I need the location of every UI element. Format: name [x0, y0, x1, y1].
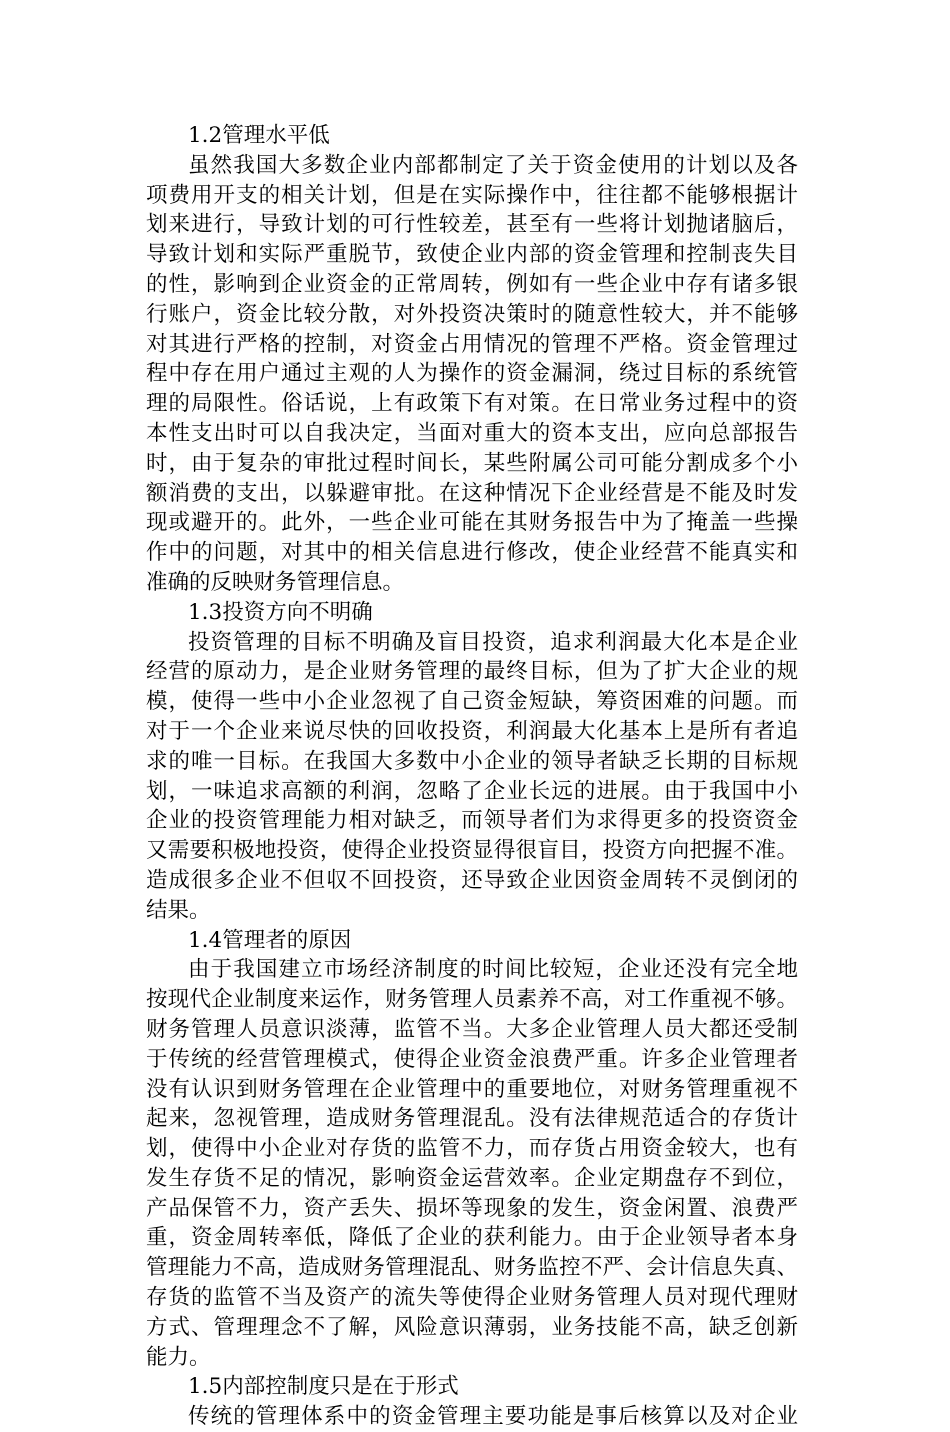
paragraph-line: 现或避开的。此外，一些企业可能在其财务报告中为了掩盖一些操: [146, 510, 798, 536]
paragraph-line: 导致计划和实际严重脱节，致使企业内部的资金管理和控制丧失目: [146, 242, 798, 268]
paragraph-line: 财务管理人员意识淡薄，监管不当。大多企业管理人员大都还受制: [146, 1016, 798, 1042]
paragraph-line: 又需要积极地投资，使得企业投资显得很盲目，投资方向把握不准。: [146, 838, 798, 864]
paragraph-line: 重，资金周转率低，降低了企业的获利能力。由于企业领导者本身: [146, 1225, 798, 1251]
paragraph-line: 本性支出时可以自我决定，当面对重大的资本支出，应向总部报告: [146, 420, 798, 446]
paragraph-line: 没有认识到财务管理在企业管理中的重要地位，对财务管理重视不: [146, 1076, 798, 1102]
paragraph-line: 企业的投资管理能力相对缺乏，而领导者们为求得更多的投资资金: [146, 808, 798, 834]
paragraph-line: 划来进行，导致计划的可行性较差，甚至有一些将计划抛诸脑后，: [146, 212, 798, 238]
paragraph-line: 对其进行严格的控制，对资金占用情况的管理不严格。资金管理过: [146, 331, 798, 357]
paragraph-line: 起来，忽视管理，造成财务管理混乱。没有法律规范适合的存货计: [146, 1106, 798, 1132]
paragraph-line: 传统的管理体系中的资金管理主要功能是事后核算以及对企业: [188, 1404, 798, 1430]
paragraph-line: 于传统的经营管理模式，使得企业资金浪费严重。许多企业管理者: [146, 1046, 798, 1072]
paragraph-line: 程中存在用户通过主观的人为操作的资金漏洞，绕过目标的系统管: [146, 361, 798, 387]
paragraph-line: 理的局限性。俗话说，上有政策下有对策。在日常业务过程中的资: [146, 391, 798, 417]
paragraph-line: 的性，影响到企业资金的正常周转，例如有一些企业中存有诸多银: [146, 271, 798, 297]
paragraph-line: 时，由于复杂的审批过程时间长，某些附属公司可能分割成多个小: [146, 450, 798, 476]
paragraph-line: 项费用开支的相关计划，但是在实际操作中，往往都不能够根据计: [146, 182, 798, 208]
paragraph-line: 存货的监管不当及资产的流失等使得企业财务管理人员对现代理财: [146, 1285, 798, 1311]
paragraph-line: 造成很多企业不但収不回投资，还导致企业因资金周转不灵倒闭的: [146, 867, 798, 893]
section-heading: 1.4管理者的原因: [188, 927, 352, 953]
paragraph-line: 划，一味追求高额的利润，忽略了企业长远的进展。由于我国中小: [146, 778, 798, 804]
paragraph-line: 模，使得一些中小企业忽视了自己资金短缺，筹资困难的问题。而: [146, 689, 798, 715]
section-heading: 1.2管理水平低: [188, 123, 330, 148]
paragraph-line: 经营的原动力，是企业财务管理的最终目标，但为了扩大企业的规: [146, 659, 798, 685]
document-body: [146, 121, 798, 1432]
paragraph-line: 结果。: [146, 897, 211, 923]
paragraph-line: 额消费的支出，以躲避审批。在这种情况下企业经营是不能及时发: [146, 480, 798, 506]
section-1-4: [146, 926, 798, 1373]
paragraph-line: 发生存货不足的情况，影响资金运营效率。企业定期盘存不到位，: [146, 1165, 798, 1191]
paragraph-line: 按现代企业制度来运作，财务管理人员素养不高，对工作重视不够。: [146, 987, 798, 1013]
section-1-2: [146, 121, 798, 598]
paragraph-line: 准确的反映财务管理信息。: [146, 569, 405, 595]
paragraph-line: 作中的问题，对其中的相关信息进行修改，使企业经营不能真实和: [146, 540, 798, 566]
section-heading: 1.3投资方向不明确: [188, 599, 373, 625]
paragraph-line: 求的唯一目标。在我国大多数中小企业的领导者缺乏长期的目标规: [146, 748, 798, 774]
section-heading: 1.5内部控制度只是在于形式: [188, 1374, 459, 1400]
paragraph-line: 产品保管不力，资产丢失、损坏等现象的发生，资金闲置、浪费严: [146, 1195, 798, 1221]
paragraph-line: 投资管理的目标不明确及盲目投资，追求利润最大化本是企业: [188, 629, 798, 655]
paragraph-line: 划，使得中小企业对存货的监管不力，而存货占用资金较大，也有: [146, 1136, 798, 1162]
paragraph-line: 行账户，资金比较分散，对外投资决策时的随意性较大，并不能够: [146, 301, 798, 327]
section-1-5: [146, 1372, 798, 1432]
paragraph-line: 能力。: [146, 1344, 211, 1370]
paragraph-line: 管理能力不高，造成财务管理混乱、财务监控不严、会计信息失真、: [146, 1255, 798, 1281]
paragraph-line: 虽然我国大多数企业内部都制定了关于资金使用的计划以及各: [188, 152, 798, 178]
section-1-3: [146, 598, 798, 926]
paragraph-line: 方式、管理理念不了解，风险意识薄弱，业务技能不高，缺乏创新: [146, 1314, 798, 1340]
paragraph-line: 由于我国建立市场经济制度的时间比较短，企业还没有完全地: [188, 957, 798, 983]
paragraph-line: 对于一个企业来说尽快的回收投资，利润最大化基本上是所有者追: [146, 718, 798, 744]
